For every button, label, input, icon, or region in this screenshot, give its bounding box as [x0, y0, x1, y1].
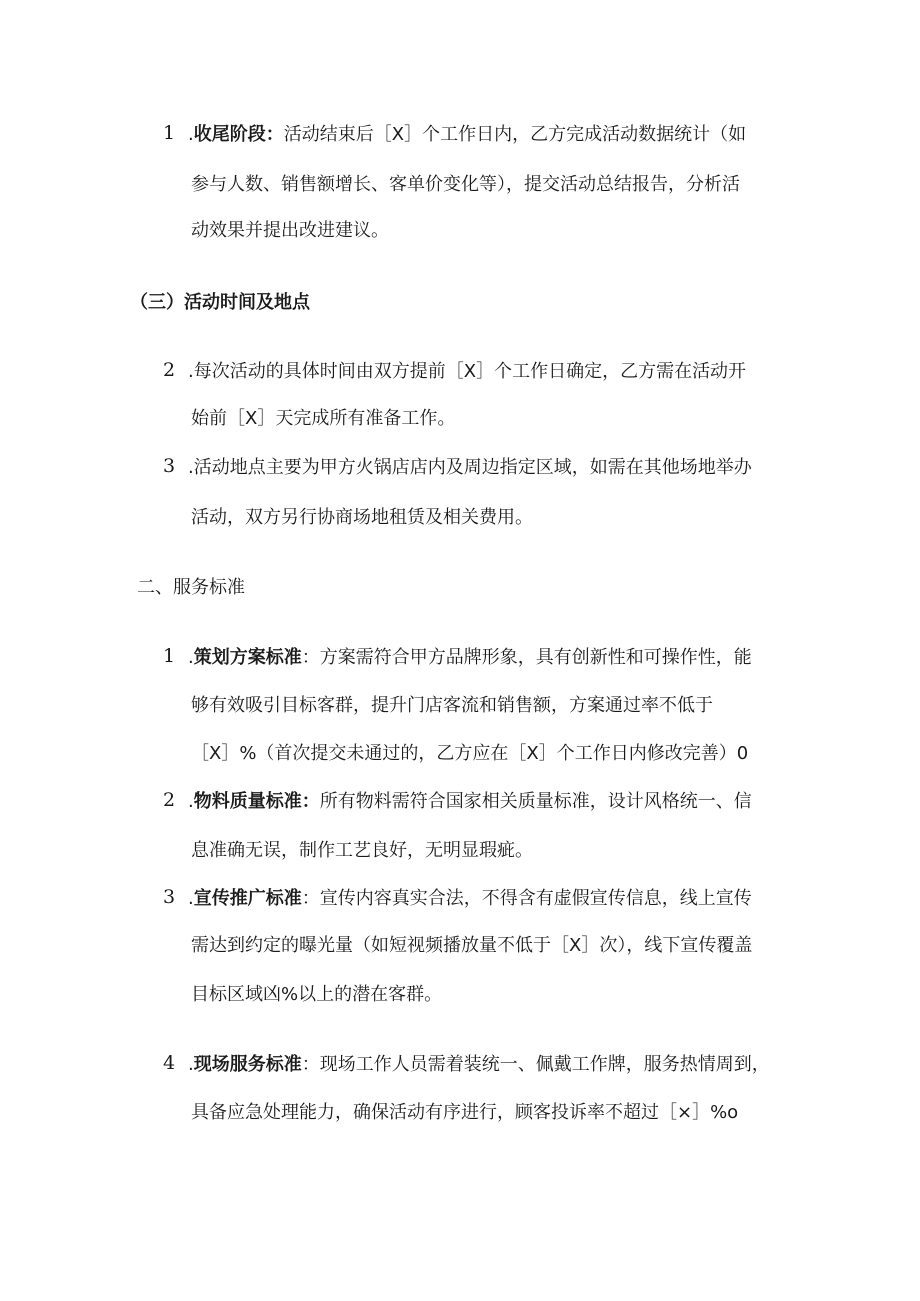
item-number: 1: [163, 645, 176, 667]
item-line-3: 动效果并提出改进建议。: [191, 220, 389, 241]
item-label: 物料质量标准：: [193, 791, 320, 812]
item-line-1: .现场服务标准：现场工作人员需着装统一、佩戴工作牌，服务热情周到，: [188, 1054, 770, 1075]
item-number: 2: [163, 359, 176, 381]
section-heading-time-location: （三）活动时间及地点: [130, 292, 310, 313]
item-number: 3: [163, 886, 176, 908]
item-line-2: 需达到约定的曝光量（如短视频播放量不低于［X］次），线下宣传覆盖: [191, 935, 753, 956]
item-label: 策划方案标准: [193, 647, 302, 668]
item-line-3: ［X］%（首次提交未通过的，乙方应在［X］个工作日内修改完善）0: [191, 743, 749, 764]
item-line-2: 够有效吸引目标客群，提升门店客流和销售额，方案通过率不低于: [191, 695, 713, 716]
item-line-1: .宣传推广标准：宣传内容真实合法，不得含有虚假宣传信息，线上宣传: [188, 888, 752, 909]
item-line-1: .策划方案标准：方案需符合甲方品牌形象，具有创新性和可操作性，能: [188, 647, 752, 668]
item-line-2: 具备应急处理能力，确保活动有序进行，顾客投诉率不超过［×］%o: [191, 1102, 739, 1123]
item-line-1: .活动地点主要为甲方火锅店店内及周边指定区域，如需在其他场地举办: [188, 457, 752, 478]
item-line-1: .收尾阶段：活动结束后［X］个工作日内，乙方完成活动数据统计（如: [188, 124, 747, 145]
item-line-3: 目标区域凶%以上的潜在客群。: [191, 984, 443, 1005]
item-number: 3: [163, 455, 176, 477]
section-heading-service-standards: 二、服务标准: [137, 577, 245, 598]
item-number: 1: [163, 122, 176, 144]
item-label: 收尾阶段：: [193, 124, 284, 145]
item-label: 现场服务标准: [193, 1054, 302, 1075]
item-line-2: 息准确无误，制作工艺良好，无明显瑕疵。: [191, 840, 533, 861]
item-line-2: 活动，双方另行协商场地租赁及相关费用。: [191, 507, 533, 528]
item-line-2: 始前［X］天完成所有准备工作。: [191, 408, 456, 429]
item-number: 2: [163, 789, 176, 811]
item-number: 4: [163, 1052, 176, 1074]
item-line-1: .物料质量标准：所有物料需符合国家相关质量标准，设计风格统一、信: [188, 791, 752, 812]
item-label: 宣传推广标准: [193, 888, 302, 909]
item-line-2: 参与人数、销售额增长、客单价变化等），提交活动总结报告，分析活: [191, 174, 740, 195]
item-line-1: .每次活动的具体时间由双方提前［X］个工作日确定，乙方需在活动开: [188, 361, 747, 382]
